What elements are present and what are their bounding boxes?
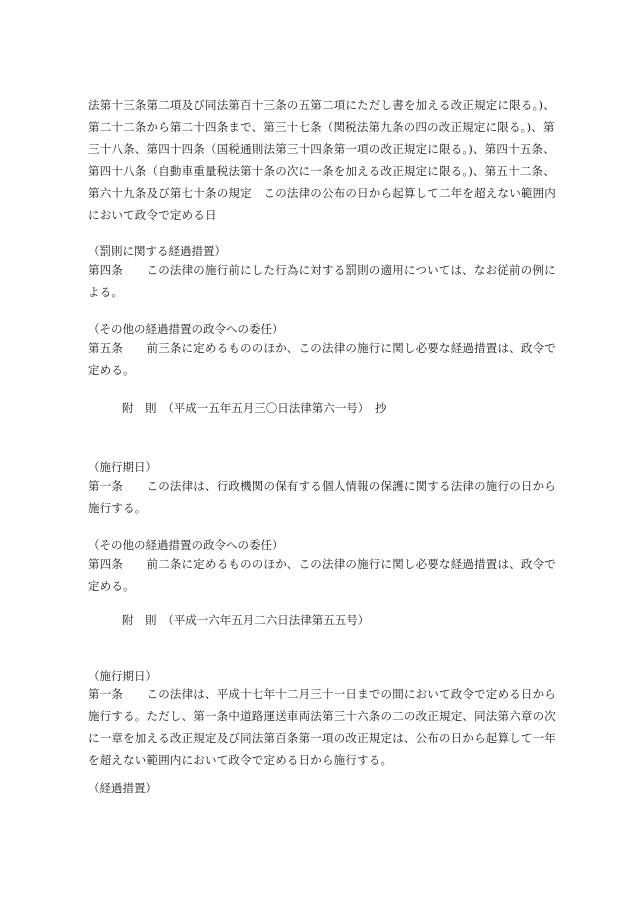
section-heading: （施行期日） [88,460,157,474]
section-heading: （経過措置） [88,781,157,795]
article-paragraph: 第四条 この法律の施行前にした行為に対する罰則の適用については、なお従前の例による。 [88,263,556,299]
provision-paragraph: 法第十三条第二項及び同法第百十三条の五第二項にただし書を加える改正規定に限る。)、第二十二条から第二十四条まで、第三十七条（関税法第九条の四の改正規定に限る。)、第三十八条、第四十四条（国税通則法第三十四条第一項の改正規定に限る。)、第四十五条、第四十八条（自動車重量税法第十条の次に一条を加える改正規定に限る。)、第五十二条、第六十九条及び第七十条の規定 この法律の公布の日から起算して二年を超えない範囲内において政令で定める日 [88,98,556,222]
article-paragraph: 第五条 前三条に定めるもののほか、この法律の施行に関し必要な経過措置は、政令で定める。 [88,341,556,377]
article-paragraph: 第一条 この法律は、平成十七年十二月三十一日までの間において政令で定める日から施行する。ただし、第一条中道路運送車両法第三十六条の二の改正規定、同法第六章の次に一章を加える改正規定及び同法第百条第一項の改正規定は、公布の日から起算して一年を超えない範囲内において政令で定める日から施行する。 [88,687,556,767]
article-paragraph: 第一条 この法律は、行政機関の保有する個人情報の保護に関する法律の施行の日から施行する。 [88,479,556,515]
section-heading: （その他の経過措置の政令への委任） [88,322,284,336]
supplementary-provisions-heading: 附 則 （平成一五年五月三〇日法律第六一号） 抄 [122,401,387,415]
section-heading: （施行期日） [88,669,157,683]
article-paragraph: 第四条 前二条に定めるもののほか、この法律の施行に関し必要な経過措置は、政令で定める。 [88,557,556,593]
section-heading: （その他の経過措置の政令への委任） [88,538,284,552]
supplementary-provisions-heading: 附 則 （平成一六年五月二六日法律第五五号） [122,613,370,627]
section-heading: （罰則に関する経過措置） [88,244,226,258]
